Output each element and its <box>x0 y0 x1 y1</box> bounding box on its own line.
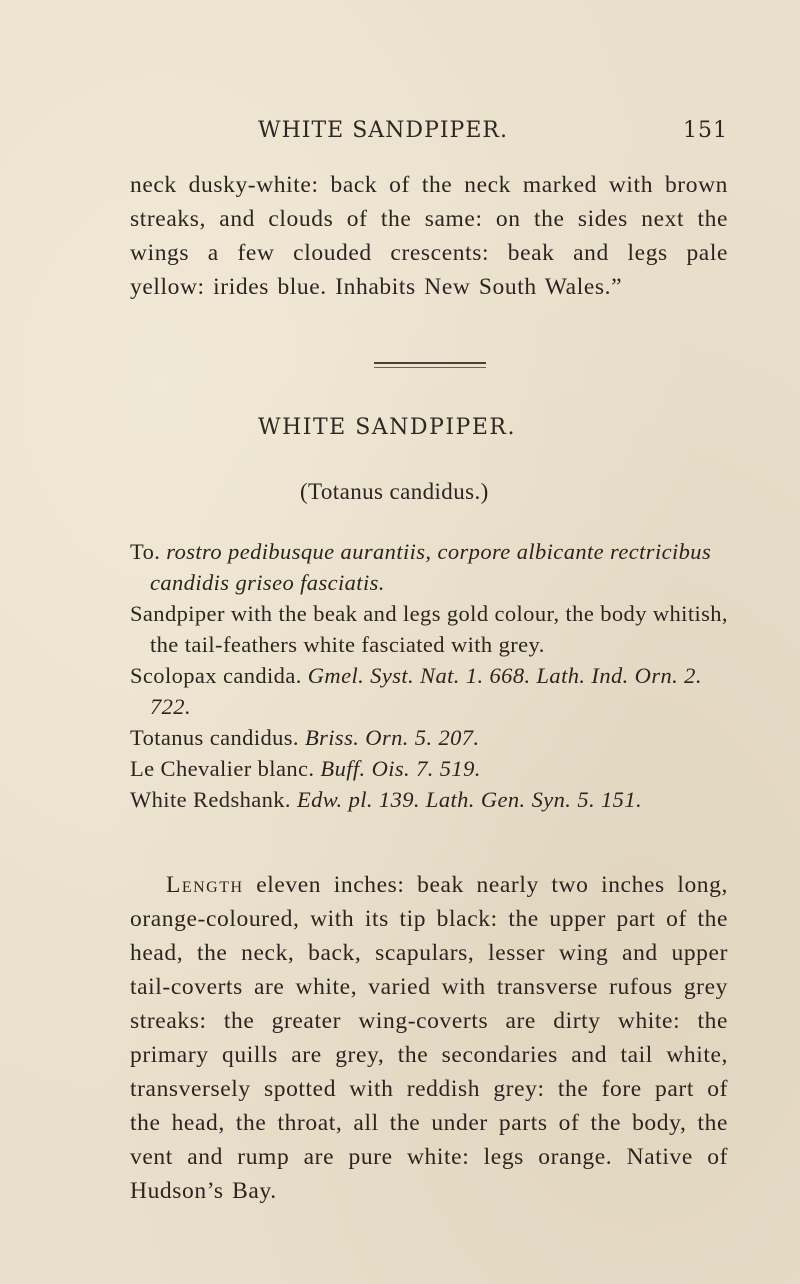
synonymy-list <box>130 536 728 815</box>
section-divider <box>374 362 486 364</box>
continuation-paragraph <box>130 168 728 304</box>
synonymy-entry <box>130 753 728 784</box>
synonym-name: Le Chevalier blanc. <box>130 756 321 781</box>
description-lead-word: Length <box>166 872 244 898</box>
synonymy-entry <box>130 598 728 660</box>
description-body: eleven inches: beak nearly two inches long, orange-coloured, with its tip black: the upper part of the head, the neck, back, scapulars, lesser wing and upper tail-coverts are white, varied with transverse rufous grey streaks: the greater wing-coverts are dirty white: the primary quills are grey, the secondaries and tail white, transversely spotted with reddish grey: the fore part of the head, the throat, all the under parts of the body, the vent and rump are pure white: legs orange. Native of Hudson’s Bay. <box>130 872 728 1204</box>
section-divider-thin <box>374 367 486 368</box>
species-latin-name: (Totanus candidus.) <box>300 479 489 504</box>
synonymy-entry <box>130 722 728 753</box>
synonym-name: Totanus candidus. <box>130 725 305 750</box>
synonymy-entry <box>130 660 728 722</box>
description-paragraph <box>130 868 728 1208</box>
species-heading: WHITE SANDPIPER. <box>258 415 516 440</box>
synonym-name: White Redshank. <box>130 787 297 812</box>
synonymy-entry <box>130 536 728 598</box>
synonym-reference: rostro pedibusque aurantiis, corpore albicante rectricibus candidis griseo fasciatis. <box>150 539 712 595</box>
synonym-name: Scolopax candida. <box>130 663 308 688</box>
synonymy-entry <box>130 784 728 815</box>
description-text <box>130 868 728 1208</box>
synonym-reference: Buff. Ois. 7. 519. <box>320 756 481 781</box>
synonym-reference: Gmel. Syst. Nat. 1. 668. Lath. Ind. Orn. 2. 722. <box>150 663 702 719</box>
continuation-text: neck dusky-white: back of the neck marked with brown streaks, and clouds of the same: on the sides next the wings a few clouded crescents: beak and legs pale yellow: irides blue. Inhabits New South Wales.” <box>130 172 728 300</box>
synonym-name: Sandpiper with the beak and legs gold colour, the body whitish, the tail-feathers white fasciated with grey. <box>130 601 728 657</box>
running-head-title: WHITE SANDPIPER. <box>258 118 508 143</box>
synonym-name: To. <box>130 539 167 564</box>
synonym-reference: Edw. pl. 139. Lath. Gen. Syn. 5. 151. <box>297 787 642 812</box>
page-number: 151 <box>683 118 728 143</box>
synonym-reference: Briss. Orn. 5. 207. <box>304 725 480 750</box>
